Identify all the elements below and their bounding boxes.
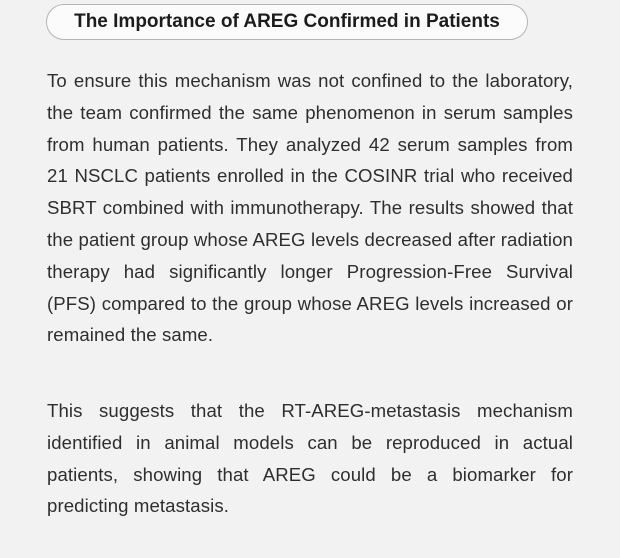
section-title: The Importance of AREG Confirmed in Patients	[74, 11, 500, 32]
paragraph-biomarker-conclusion: This suggests that the RT-AREG-metastasis mechanism identified in animal models can be reproduced in actual patients, showing that AREG could be a biomarker for predicting metastasis.	[47, 400, 573, 517]
paragraph-patient-validation: To ensure this mechanism was not confined to the laboratory, the team confirmed the same phenomenon in serum samples from human patients. They analyzed 42 serum samples from 21 NSCLC patients enrolled in the COSINR trial who received SBRT combined with immunotherapy. The results showed that the patient group whose AREG levels decreased after radiation therapy had significantly longer Progression-Free Survival (PFS) compared to the group whose AREG levels increased or remained the same.	[47, 70, 573, 346]
section-title-pill	[46, 4, 528, 40]
